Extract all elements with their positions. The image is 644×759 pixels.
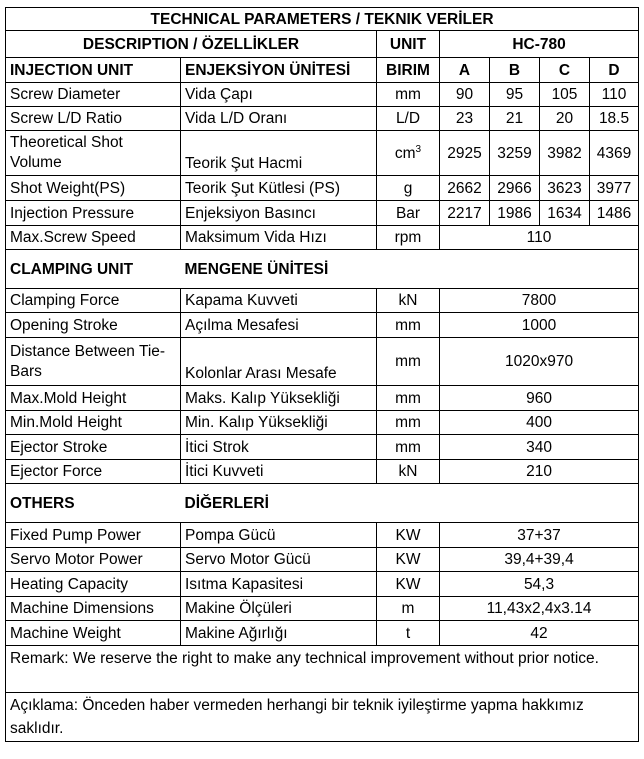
value-a: 90 [440,83,490,107]
value-a: 2925 [440,131,490,176]
clamping-title-en: CLAMPING UNIT [6,250,181,289]
param-en: Min.Mold Height [6,411,181,435]
param-unit [377,131,440,176]
value-c: 3982 [540,131,590,176]
table-row [6,572,639,597]
param-tr: Isıtma Kapasitesi [181,572,377,597]
param-tr: Teorik Şut Hacmi [181,131,377,176]
param-tr: Kolonlar Arası Mesafe [181,338,377,386]
table-row [6,411,639,435]
param-en: Injection Pressure [6,201,181,226]
value-all: 37+37 [440,523,639,548]
injection-section-header [6,58,639,83]
value-all: 400 [440,411,639,435]
section-spacer [377,250,639,289]
param-tr: Açılma Mesafesi [181,313,377,338]
param-unit: kN [377,460,440,484]
param-en: Screw L/D Ratio [6,107,181,131]
param-tr: Vida L/D Oranı [181,107,377,131]
param-tr: Min. Kalıp Yüksekliği [181,411,377,435]
param-tr: Makine Ölçüleri [181,597,377,621]
table-row [6,176,639,201]
param-unit: mm [377,313,440,338]
param-en: Ejector Stroke [6,435,181,460]
option-b-header: B [490,58,540,83]
param-unit: mm [377,338,440,386]
param-en: Screw Diameter [6,83,181,107]
table-row [6,107,639,131]
value-b: 2966 [490,176,540,201]
remark-row [6,693,639,742]
value-all: 7800 [440,289,639,313]
value-b: 3259 [490,131,540,176]
technical-parameters-table [5,7,639,742]
table-row [6,338,639,386]
value-all: 1000 [440,313,639,338]
value-c: 3623 [540,176,590,201]
param-unit: L/D [377,107,440,131]
param-unit: mm [377,435,440,460]
table-row [6,386,639,411]
table-row [6,435,639,460]
unit-header: UNIT [377,31,440,58]
param-unit: mm [377,386,440,411]
value-c: 1634 [540,201,590,226]
clamping-title-tr: MENGENE ÜNİTESİ [181,250,377,289]
table-row [6,548,639,572]
param-en: Heating Capacity [6,572,181,597]
option-a-header: A [440,58,490,83]
param-en: Machine Weight [6,621,181,646]
table-title: TECHNICAL PARAMETERS / TEKNIK VERİLER [6,8,639,31]
param-unit: rpm [377,226,440,250]
param-en: Servo Motor Power [6,548,181,572]
value-b: 21 [490,107,540,131]
value-all: 39,4+39,4 [440,548,639,572]
value-all: 11,43x2,4x3.14 [440,597,639,621]
remark-en: Remark: We reserve the right to make any technical improvement without prior notice. [6,646,639,693]
value-all: 110 [440,226,639,250]
param-unit: KW [377,572,440,597]
param-tr: Maks. Kalıp Yüksekliği [181,386,377,411]
param-unit: KW [377,523,440,548]
table-row [6,313,639,338]
param-tr: Maksimum Vida Hızı [181,226,377,250]
remark-tr: Açıklama: Önceden haber vermeden herhangi bir teknik iyileştirme yapma hakkımız saklıdır. [6,693,639,742]
param-unit: mm [377,83,440,107]
table-row [6,83,639,107]
value-all: 54,3 [440,572,639,597]
value-all: 960 [440,386,639,411]
param-en: Clamping Force [6,289,181,313]
title-row [6,8,639,31]
value-b: 95 [490,83,540,107]
param-unit: g [377,176,440,201]
param-unit: KW [377,548,440,572]
unit-text: cm [394,144,416,162]
param-tr: Teorik Şut Kütlesi (PS) [181,176,377,201]
value-c: 20 [540,107,590,131]
param-tr: Enjeksiyon Basıncı [181,201,377,226]
model-header: HC-780 [440,31,639,58]
param-tr: İtici Strok [181,435,377,460]
injection-title-tr: ENJEKSİYON ÜNİTESİ [181,58,377,83]
unit-superscript: 3 [415,143,422,155]
table-row [6,289,639,313]
value-c: 105 [540,83,590,107]
table-row [6,597,639,621]
others-section-header [6,484,639,523]
option-c-header: C [540,58,590,83]
table-row [6,226,639,250]
param-en: Ejector Force [6,460,181,484]
table-row [6,201,639,226]
table-row [6,523,639,548]
value-d: 110 [590,83,639,107]
value-all: 1020x970 [440,338,639,386]
param-unit: Bar [377,201,440,226]
param-tr: Servo Motor Gücü [181,548,377,572]
value-d: 18.5 [590,107,639,131]
value-d: 3977 [590,176,639,201]
header-row [6,31,639,58]
table-row [6,131,639,176]
param-tr: İtici Kuvveti [181,460,377,484]
others-title-tr: DİĞERLERİ [181,484,377,523]
param-en: Distance Between Tie-Bars [6,338,181,386]
param-unit: t [377,621,440,646]
others-title-en: OTHERS [6,484,181,523]
param-en: Shot Weight(PS) [6,176,181,201]
section-spacer [377,484,639,523]
param-en: Machine Dimensions [6,597,181,621]
value-a: 23 [440,107,490,131]
value-d: 4369 [590,131,639,176]
param-tr: Kapama Kuvveti [181,289,377,313]
param-tr: Makine Ağırlığı [181,621,377,646]
param-en: Fixed Pump Power [6,523,181,548]
description-header: DESCRIPTION / ÖZELLİKLER [6,31,377,58]
birim-header: BIRIM [377,58,440,83]
param-unit: kN [377,289,440,313]
table-row [6,460,639,484]
param-en: Max.Screw Speed [6,226,181,250]
param-tr: Pompa Gücü [181,523,377,548]
injection-title-en: INJECTION UNIT [6,58,181,83]
param-en: Opening Stroke [6,313,181,338]
value-a: 2662 [440,176,490,201]
remark-row [6,646,639,693]
value-all: 42 [440,621,639,646]
value-all: 210 [440,460,639,484]
param-en: Max.Mold Height [6,386,181,411]
param-en: Theoretical Shot Volume [6,131,181,176]
table-row [6,621,639,646]
value-b: 1986 [490,201,540,226]
value-a: 2217 [440,201,490,226]
param-tr: Vida Çapı [181,83,377,107]
clamping-section-header [6,250,639,289]
value-d: 1486 [590,201,639,226]
option-d-header: D [590,58,639,83]
param-unit: m [377,597,440,621]
param-unit: mm [377,411,440,435]
value-all: 340 [440,435,639,460]
